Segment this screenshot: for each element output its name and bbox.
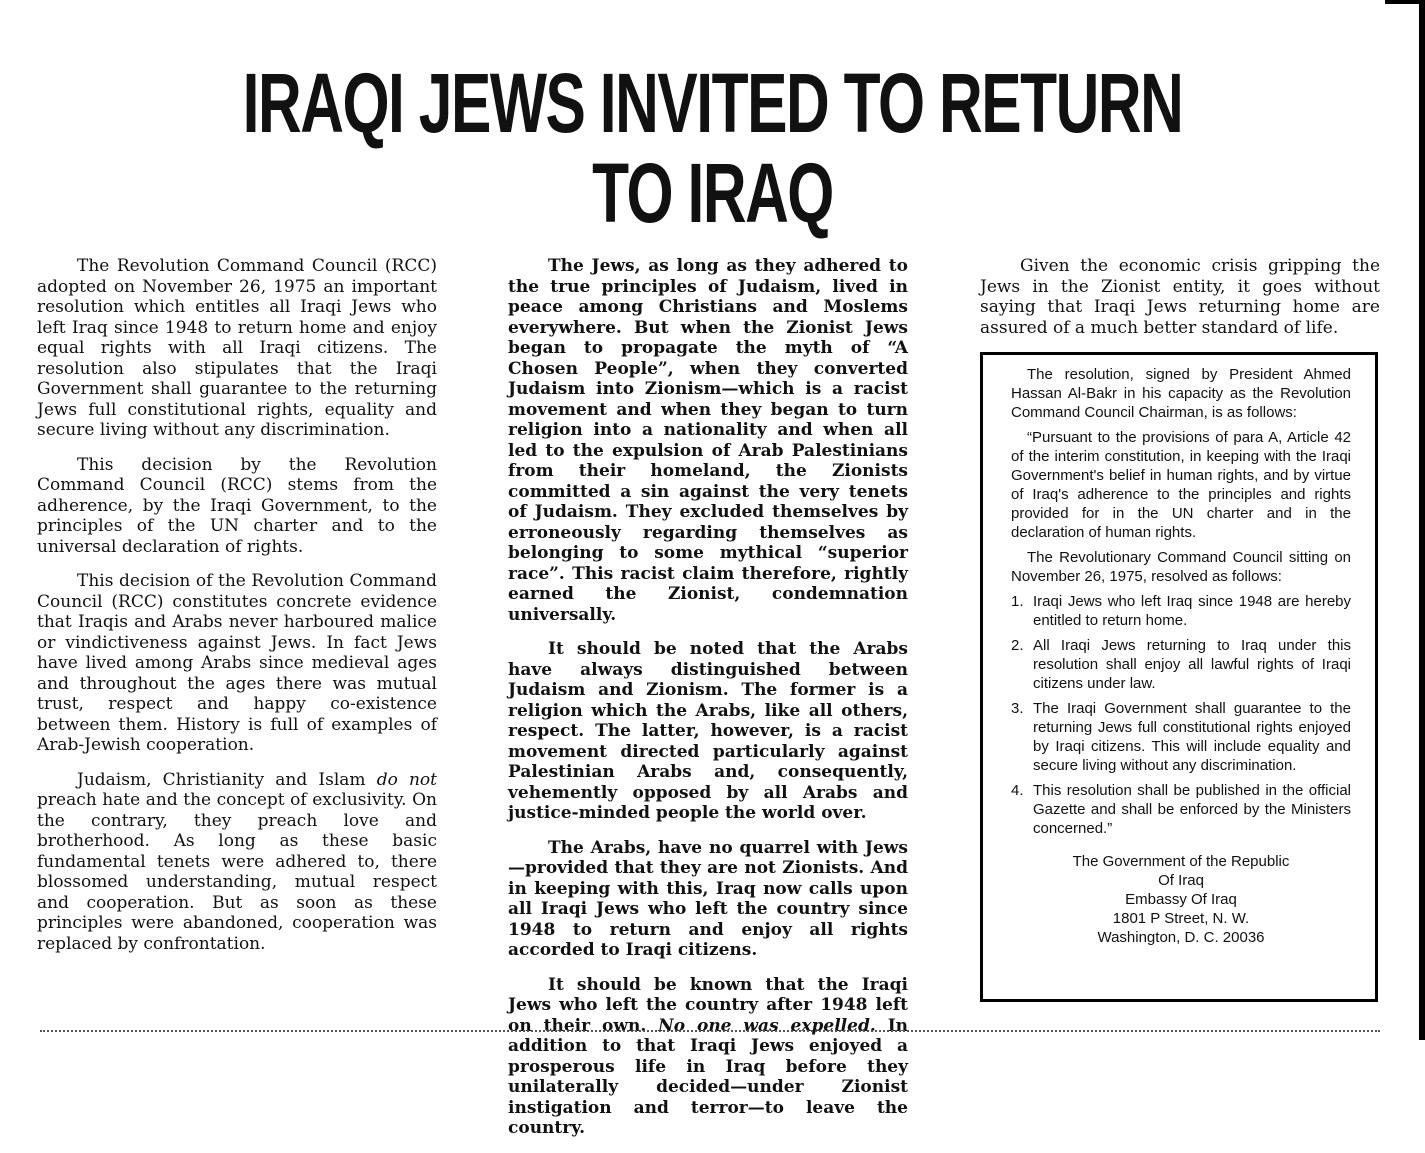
item-number: 4. (1011, 782, 1024, 799)
column-3 (980, 256, 1380, 352)
list-item (1011, 592, 1351, 630)
signature-line: Of Iraq (1158, 872, 1204, 889)
council-statement: The Revolutionary Command Council sitting on November 26, 1975, resolved as follows: (1011, 549, 1351, 585)
bottom-rule (40, 1030, 1380, 1032)
resolution-list (1011, 592, 1351, 838)
resolution-quote: “Pursuant to the provisions of para A, Article 42 of the interim constitution, in keeping with the Iraqi Government's belief in human rights, and by virtue of Iraq's adherence to the principles and rights provided for in the UN charter and in the declaration of human rights. (1011, 429, 1351, 541)
paragraph: The Arabs, have no quarrel with Jews—provided that they are not Zionists. And in keeping with this, Iraq now calls upon all Iraqi Jews who left the country since 1948 to return and enjoy all rights accorded to Iraqi citizens. (508, 837, 908, 960)
signature-line: Washington, D. C. 20036 (1097, 929, 1265, 946)
item-text: Iraqi Jews who left Iraq since 1948 are hereby entitled to return home. (1033, 593, 1351, 629)
headline: IRAQI JEWS INVITED TO RETURN TO IRAQ (242, 56, 1183, 240)
paragraph (37, 770, 437, 955)
list-item (1011, 781, 1351, 838)
item-number: 1. (1011, 593, 1024, 610)
signature-line: Embassy Of Iraq (1125, 891, 1237, 908)
paragraph: This decision by the Revolution Command Council (RCC) stems from the adherence, by the Iraqi Government, to the principles of the UN charter and to the universal declaration of rights. (37, 454, 437, 557)
paragraph: It should be noted that the Arabs have always distinguished between Judaism and Zionism. The former is a religion which the Arabs, like all others, respect. The latter, however, is a racist movement directed particularly against Palestinian Arabs and, consequently, vehemently opposed by all Arabs and justice-minded people the world over. (508, 639, 908, 823)
page-border-right (1419, 0, 1425, 1040)
emphasis-text: No one was expelled. (658, 1015, 876, 1036)
text-run: In addition to that Iraqi Jews enjoyed a prosperous life in Iraq before they unilaterally decided—under Zionist instigation and terror—to leave the country. (508, 1015, 909, 1138)
text-run: preach hate and the concept of exclusivity. On the contrary, they preach love and brotherhood. As long as these basic fundamental tenets were adhered to, there blossomed understanding, mutual respect and cooperation. But as soon as these principles were abandoned, cooperation was replaced by confrontation. (37, 790, 437, 954)
paragraph: The Revolution Command Council (RCC) adopted on November 26, 1975 an important resolution which entitles all Iraqi Jews who left Iraq since 1948 to return home and enjoy equal rights with all Iraqi citizens. The resolution also stipulates that the Iraqi Government shall guarantee to the returning Jews full constitutional rights, equality and secure living without any discrimination. (37, 256, 437, 440)
item-text: The Iraqi Government shall guarantee to the returning Jews full constitutional rights enjoyed by Iraqi citizens. This will include equality and secure living without any discrimination. (1033, 700, 1351, 774)
item-number: 2. (1011, 637, 1024, 654)
paragraph: The Jews, as long as they adhered to the true principles of Judaism, lived in peace among Christians and Moslems everywhere. But when the Zionist Jews began to propagate the myth of “A Chosen People”, when they converted Judaism into Zionism—which is a racist movement and when they began to turn religion into a nationality and when all led to the expulsion of Arab Palestinians from their homeland, the Zionists committed a sin against the very tenets of Judaism. They excluded themselves by erroneously regarding themselves as belonging to some mythical “superior race”. This racist claim therefore, rightly earned the Zionist, condemnation universally. (508, 256, 908, 625)
signature-line: The Government of the Republic (1072, 853, 1290, 870)
emphasis-text: do not (376, 769, 437, 790)
list-item (1011, 636, 1351, 693)
item-number: 3. (1011, 700, 1024, 717)
resolution-intro: The resolution, signed by President Ahmed Hassan Al-Bakr in his capacity as the Revolution Command Council Chairman, is as follows: (1011, 366, 1351, 421)
signature-block (1011, 852, 1351, 947)
column-2 (508, 256, 908, 1153)
text-run: Judaism, Christianity and Islam (77, 769, 377, 790)
paragraph: This decision of the Revolution Command Council (RCC) constitutes concrete evidence that Iraqis and Arabs never harboured malice or vindictiveness against Jews. In fact Jews have lived among Arabs since medieval ages and throughout the ages there was mutual trust, respect and happy co-existence between them. History is full of examples of Arab-Jewish cooperation. (37, 571, 437, 755)
paragraph: Given the economic crisis gripping the Jews in the Zionist entity, it goes without saying that Iraqi Jews returning home are assured of a much better standard of life. (980, 256, 1380, 338)
text-run: It should be known that the Iraqi Jews who left the country after 1948 left on their own. (508, 974, 908, 1036)
list-item (1011, 699, 1351, 775)
column-1 (37, 256, 437, 968)
signature-line: 1801 P Street, N. W. (1112, 910, 1250, 927)
paragraph (508, 975, 908, 1139)
resolution-box (980, 352, 1378, 1002)
item-text: All Iraqi Jews returning to Iraq under this resolution shall enjoy all lawful rights of Iraqi citizens under law. (1033, 637, 1351, 692)
item-text: This resolution shall be published in the official Gazette and shall be enforced by the Ministers concerned.” (1033, 782, 1351, 837)
